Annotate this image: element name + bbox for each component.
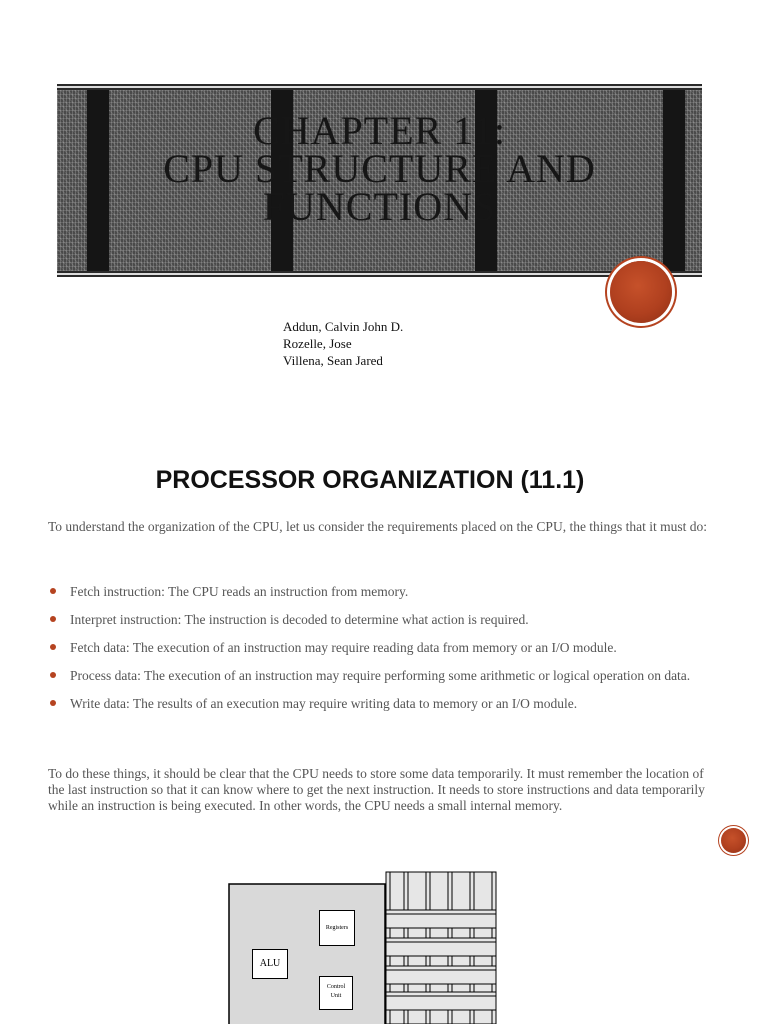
author-name: Villena, Sean Jared — [283, 353, 383, 368]
list-item-text: Fetch instruction: The CPU reads an instruction from memory. — [70, 584, 409, 599]
banner-top-edge — [57, 86, 702, 88]
bullet-icon — [50, 672, 56, 678]
requirements-list — [48, 582, 718, 722]
chapter-title-line-2: CPU STRUCTURE AND — [163, 146, 596, 191]
bus-tap — [386, 910, 496, 928]
chapter-title-line-1: CHAPTER 11: — [253, 108, 506, 153]
cpu-bus-graphic — [228, 868, 518, 1024]
title-banner — [57, 84, 702, 277]
cpu-diagram — [228, 868, 518, 1024]
bullet-icon — [50, 588, 56, 594]
intro-paragraph: To understand the organization of the CPU, let us consider the requirements placed on the CPU, the things that it must do: — [48, 519, 708, 534]
chapter-title-line-3: FUNCTIONS — [262, 184, 497, 229]
control-unit-box — [319, 976, 353, 1010]
list-item — [48, 638, 718, 657]
bullet-icon — [50, 616, 56, 622]
chapter-title — [57, 108, 702, 229]
list-item — [48, 610, 718, 629]
bus-tap — [386, 992, 496, 1010]
section-heading: PROCESSOR ORGANIZATION (11.1) — [155, 466, 585, 494]
bus-tap — [386, 966, 496, 984]
author-name: Addun, Calvin John D. — [283, 319, 404, 334]
control-unit-label: Control — [326, 984, 346, 990]
list-item — [48, 582, 718, 601]
closing-paragraph: To do these things, it should be clear that the CPU needs to store some data temporarily. It must remember the location of the last instruction so that it can know where to get the next instruction. It needs to store instructions and data temporarily while an instruction is being executed. In other words, the CPU needs a small internal memory. — [48, 766, 705, 813]
control-unit-label: Unit — [330, 993, 342, 999]
author-name: Rozelle, Jose — [283, 336, 352, 351]
bus-tap — [386, 938, 496, 956]
list-item — [48, 666, 718, 685]
list-item — [48, 694, 718, 713]
author-list — [283, 318, 403, 369]
list-item-text: Process data: The execution of an instruction may require performing some arithmetic or logical operation on data. — [70, 668, 691, 683]
list-item-text: Interpret instruction: The instruction is decoded to determine what action is required. — [70, 612, 529, 627]
decorative-orb — [610, 261, 672, 323]
banner-bottom-edge — [57, 273, 702, 275]
registers-box: Registers — [319, 910, 355, 946]
alu-box: ALU — [252, 949, 288, 979]
bullet-icon — [50, 700, 56, 706]
list-item-text: Fetch data: The execution of an instruction may require reading data from memory or an I/O module. — [70, 640, 617, 655]
list-item-text: Write data: The results of an execution may require writing data to memory or an I/O module. — [70, 696, 578, 711]
decorative-orb-small — [721, 828, 746, 853]
bullet-icon — [50, 644, 56, 650]
